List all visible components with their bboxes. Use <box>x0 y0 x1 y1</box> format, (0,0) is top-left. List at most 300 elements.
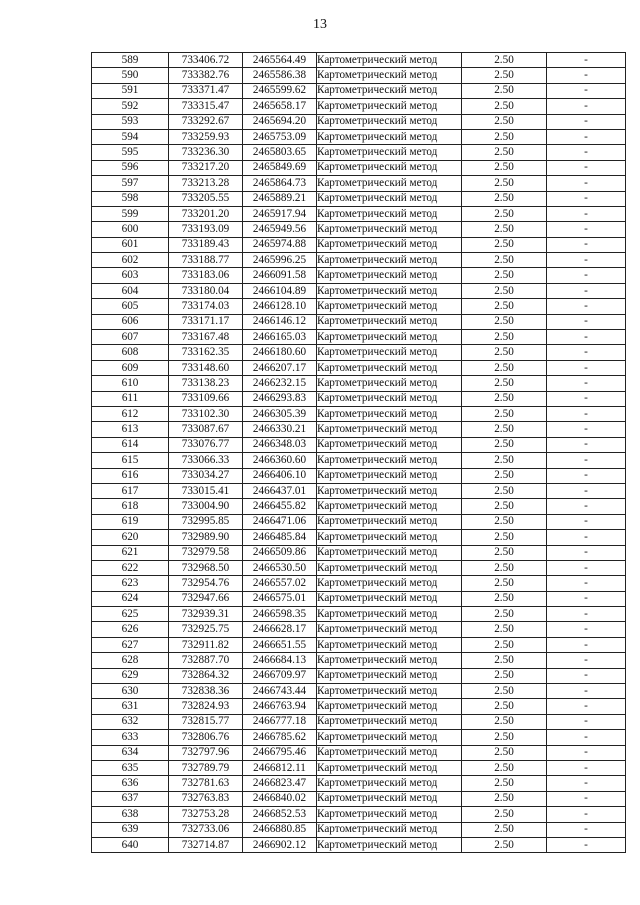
cell-y-coordinate: 2466880.85 <box>243 822 317 837</box>
cell-accuracy: 2.50 <box>462 653 547 668</box>
cell-point-number: 638 <box>92 807 169 822</box>
cell-accuracy: 2.50 <box>462 330 547 345</box>
table-row <box>92 253 626 268</box>
cell-point-number: 622 <box>92 560 169 575</box>
cell-description: - <box>547 191 626 206</box>
cell-x-coordinate: 733406.72 <box>169 53 243 68</box>
coordinates-table-body <box>92 53 626 853</box>
cell-point-number: 619 <box>92 514 169 529</box>
table-row <box>92 437 626 452</box>
cell-accuracy: 2.50 <box>462 391 547 406</box>
cell-method: Картометрический метод <box>317 576 462 591</box>
table-row <box>92 637 626 652</box>
cell-accuracy: 2.50 <box>462 576 547 591</box>
table-row <box>92 422 626 437</box>
cell-x-coordinate: 733188.77 <box>169 253 243 268</box>
cell-description: - <box>547 330 626 345</box>
cell-accuracy: 2.50 <box>462 299 547 314</box>
cell-point-number: 589 <box>92 53 169 68</box>
cell-accuracy: 2.50 <box>462 83 547 98</box>
cell-point-number: 618 <box>92 499 169 514</box>
cell-accuracy: 2.50 <box>462 560 547 575</box>
cell-x-coordinate: 732763.83 <box>169 791 243 806</box>
table-row <box>92 453 626 468</box>
cell-y-coordinate: 2465949.56 <box>243 222 317 237</box>
cell-point-number: 623 <box>92 576 169 591</box>
cell-point-number: 609 <box>92 360 169 375</box>
table-row <box>92 745 626 760</box>
cell-point-number: 632 <box>92 714 169 729</box>
cell-accuracy: 2.50 <box>462 406 547 421</box>
cell-y-coordinate: 2466598.35 <box>243 607 317 622</box>
cell-accuracy: 2.50 <box>462 714 547 729</box>
cell-description: - <box>547 530 626 545</box>
cell-point-number: 611 <box>92 391 169 406</box>
cell-point-number: 630 <box>92 684 169 699</box>
cell-description: - <box>547 360 626 375</box>
cell-point-number: 597 <box>92 176 169 191</box>
cell-y-coordinate: 2466785.62 <box>243 730 317 745</box>
cell-x-coordinate: 732979.58 <box>169 545 243 560</box>
cell-x-coordinate: 732753.28 <box>169 807 243 822</box>
cell-y-coordinate: 2466575.01 <box>243 591 317 606</box>
cell-accuracy: 2.50 <box>462 807 547 822</box>
table-row <box>92 483 626 498</box>
cell-point-number: 620 <box>92 530 169 545</box>
cell-x-coordinate: 732939.31 <box>169 607 243 622</box>
cell-y-coordinate: 2466852.53 <box>243 807 317 822</box>
cell-x-coordinate: 733213.28 <box>169 176 243 191</box>
cell-accuracy: 2.50 <box>462 499 547 514</box>
table-row <box>92 530 626 545</box>
cell-accuracy: 2.50 <box>462 176 547 191</box>
table-row <box>92 622 626 637</box>
cell-x-coordinate: 733259.93 <box>169 129 243 144</box>
cell-description: - <box>547 607 626 622</box>
cell-accuracy: 2.50 <box>462 637 547 652</box>
cell-y-coordinate: 2466165.03 <box>243 330 317 345</box>
cell-x-coordinate: 733180.04 <box>169 283 243 298</box>
table-row <box>92 268 626 283</box>
cell-accuracy: 2.50 <box>462 222 547 237</box>
cell-accuracy: 2.50 <box>462 745 547 760</box>
table-row <box>92 653 626 668</box>
cell-y-coordinate: 2466104.89 <box>243 283 317 298</box>
table-row <box>92 206 626 221</box>
cell-description: - <box>547 699 626 714</box>
table-row <box>92 53 626 68</box>
cell-description: - <box>547 422 626 437</box>
cell-x-coordinate: 733087.67 <box>169 422 243 437</box>
cell-y-coordinate: 2465564.49 <box>243 53 317 68</box>
cell-method: Картометрический метод <box>317 129 462 144</box>
cell-y-coordinate: 2466557.02 <box>243 576 317 591</box>
cell-description: - <box>547 653 626 668</box>
cell-method: Картометрический метод <box>317 684 462 699</box>
cell-point-number: 636 <box>92 776 169 791</box>
cell-y-coordinate: 2466840.02 <box>243 791 317 806</box>
cell-x-coordinate: 732864.32 <box>169 668 243 683</box>
cell-description: - <box>547 253 626 268</box>
cell-x-coordinate: 732824.93 <box>169 699 243 714</box>
cell-method: Картометрический метод <box>317 483 462 498</box>
cell-y-coordinate: 2465658.17 <box>243 99 317 114</box>
cell-point-number: 626 <box>92 622 169 637</box>
cell-point-number: 621 <box>92 545 169 560</box>
cell-y-coordinate: 2466146.12 <box>243 314 317 329</box>
cell-point-number: 598 <box>92 191 169 206</box>
cell-method: Картометрический метод <box>317 714 462 729</box>
table-row <box>92 129 626 144</box>
cell-point-number: 602 <box>92 253 169 268</box>
cell-point-number: 613 <box>92 422 169 437</box>
cell-accuracy: 2.50 <box>462 468 547 483</box>
cell-description: - <box>547 807 626 822</box>
cell-y-coordinate: 2466823.47 <box>243 776 317 791</box>
cell-point-number: 640 <box>92 837 169 852</box>
cell-accuracy: 2.50 <box>462 514 547 529</box>
cell-y-coordinate: 2466902.12 <box>243 837 317 852</box>
cell-y-coordinate: 2466509.86 <box>243 545 317 560</box>
cell-method: Картометрический метод <box>317 391 462 406</box>
cell-method: Картометрический метод <box>317 591 462 606</box>
cell-accuracy: 2.50 <box>462 191 547 206</box>
cell-x-coordinate: 732911.82 <box>169 637 243 652</box>
table-row <box>92 607 626 622</box>
cell-x-coordinate: 732887.70 <box>169 653 243 668</box>
cell-description: - <box>547 791 626 806</box>
cell-accuracy: 2.50 <box>462 206 547 221</box>
cell-accuracy: 2.50 <box>462 668 547 683</box>
cell-description: - <box>547 668 626 683</box>
cell-y-coordinate: 2466232.15 <box>243 376 317 391</box>
cell-point-number: 627 <box>92 637 169 652</box>
cell-accuracy: 2.50 <box>462 607 547 622</box>
cell-accuracy: 2.50 <box>462 684 547 699</box>
cell-x-coordinate: 732989.90 <box>169 530 243 545</box>
table-row <box>92 499 626 514</box>
cell-accuracy: 2.50 <box>462 114 547 129</box>
cell-y-coordinate: 2466305.39 <box>243 406 317 421</box>
cell-method: Картометрический метод <box>317 822 462 837</box>
table-row <box>92 760 626 775</box>
cell-x-coordinate: 733193.09 <box>169 222 243 237</box>
cell-method: Картометрический метод <box>317 114 462 129</box>
cell-y-coordinate: 2466471.06 <box>243 514 317 529</box>
cell-method: Картометрический метод <box>317 376 462 391</box>
cell-x-coordinate: 733102.30 <box>169 406 243 421</box>
cell-method: Картометрический метод <box>317 299 462 314</box>
cell-method: Картометрический метод <box>317 837 462 852</box>
cell-method: Картометрический метод <box>317 607 462 622</box>
table-row <box>92 99 626 114</box>
cell-x-coordinate: 732781.63 <box>169 776 243 791</box>
cell-x-coordinate: 733371.47 <box>169 83 243 98</box>
cell-description: - <box>547 730 626 745</box>
cell-accuracy: 2.50 <box>462 360 547 375</box>
cell-method: Картометрический метод <box>317 545 462 560</box>
cell-accuracy: 2.50 <box>462 453 547 468</box>
cell-x-coordinate: 733217.20 <box>169 160 243 175</box>
cell-accuracy: 2.50 <box>462 545 547 560</box>
cell-x-coordinate: 733292.67 <box>169 114 243 129</box>
cell-description: - <box>547 745 626 760</box>
cell-point-number: 603 <box>92 268 169 283</box>
cell-method: Картометрический метод <box>317 253 462 268</box>
cell-point-number: 608 <box>92 345 169 360</box>
cell-accuracy: 2.50 <box>462 145 547 160</box>
cell-x-coordinate: 732954.76 <box>169 576 243 591</box>
cell-description: - <box>547 237 626 252</box>
cell-description: - <box>547 622 626 637</box>
cell-description: - <box>547 99 626 114</box>
cell-y-coordinate: 2466812.11 <box>243 760 317 775</box>
cell-description: - <box>547 453 626 468</box>
cell-method: Картометрический метод <box>317 406 462 421</box>
table-row <box>92 360 626 375</box>
cell-method: Картометрический метод <box>317 83 462 98</box>
cell-point-number: 624 <box>92 591 169 606</box>
cell-accuracy: 2.50 <box>462 837 547 852</box>
table-row <box>92 345 626 360</box>
cell-method: Картометрический метод <box>317 206 462 221</box>
table-row <box>92 160 626 175</box>
cell-description: - <box>547 776 626 791</box>
cell-y-coordinate: 2465694.20 <box>243 114 317 129</box>
cell-point-number: 594 <box>92 129 169 144</box>
cell-method: Картометрический метод <box>317 330 462 345</box>
table-row <box>92 545 626 560</box>
cell-point-number: 604 <box>92 283 169 298</box>
cell-method: Картометрический метод <box>317 776 462 791</box>
cell-y-coordinate: 2466180.60 <box>243 345 317 360</box>
cell-description: - <box>547 176 626 191</box>
cell-accuracy: 2.50 <box>462 283 547 298</box>
cell-y-coordinate: 2466684.13 <box>243 653 317 668</box>
cell-point-number: 614 <box>92 437 169 452</box>
cell-x-coordinate: 733236.30 <box>169 145 243 160</box>
cell-y-coordinate: 2466406.10 <box>243 468 317 483</box>
cell-point-number: 628 <box>92 653 169 668</box>
cell-point-number: 605 <box>92 299 169 314</box>
cell-accuracy: 2.50 <box>462 268 547 283</box>
cell-x-coordinate: 732925.75 <box>169 622 243 637</box>
cell-x-coordinate: 732947.66 <box>169 591 243 606</box>
cell-accuracy: 2.50 <box>462 483 547 498</box>
table-row <box>92 468 626 483</box>
cell-accuracy: 2.50 <box>462 791 547 806</box>
cell-method: Картометрический метод <box>317 314 462 329</box>
table-row <box>92 776 626 791</box>
cell-y-coordinate: 2465803.65 <box>243 145 317 160</box>
table-row <box>92 283 626 298</box>
cell-description: - <box>547 406 626 421</box>
cell-x-coordinate: 732797.96 <box>169 745 243 760</box>
cell-y-coordinate: 2465864.73 <box>243 176 317 191</box>
table-row <box>92 391 626 406</box>
table-row <box>92 191 626 206</box>
table-row <box>92 222 626 237</box>
cell-accuracy: 2.50 <box>462 314 547 329</box>
table-row <box>92 114 626 129</box>
cell-y-coordinate: 2466330.21 <box>243 422 317 437</box>
cell-method: Картометрический метод <box>317 760 462 775</box>
cell-method: Картометрический метод <box>317 360 462 375</box>
cell-method: Картометрический метод <box>317 68 462 83</box>
cell-y-coordinate: 2466348.03 <box>243 437 317 452</box>
cell-method: Картометрический метод <box>317 653 462 668</box>
cell-x-coordinate: 733109.66 <box>169 391 243 406</box>
cell-description: - <box>547 514 626 529</box>
cell-description: - <box>547 822 626 837</box>
cell-x-coordinate: 732733.06 <box>169 822 243 837</box>
cell-x-coordinate: 732714.87 <box>169 837 243 852</box>
table-row <box>92 376 626 391</box>
cell-point-number: 615 <box>92 453 169 468</box>
cell-point-number: 590 <box>92 68 169 83</box>
cell-y-coordinate: 2466293.83 <box>243 391 317 406</box>
cell-y-coordinate: 2466485.84 <box>243 530 317 545</box>
cell-accuracy: 2.50 <box>462 760 547 775</box>
cell-point-number: 600 <box>92 222 169 237</box>
cell-y-coordinate: 2465974.88 <box>243 237 317 252</box>
cell-x-coordinate: 733076.77 <box>169 437 243 452</box>
cell-method: Картометрический метод <box>317 699 462 714</box>
cell-y-coordinate: 2466455.82 <box>243 499 317 514</box>
table-row <box>92 237 626 252</box>
page-number: 13 <box>313 17 327 32</box>
table-row <box>92 330 626 345</box>
cell-method: Картометрический метод <box>317 99 462 114</box>
table-row <box>92 837 626 852</box>
cell-point-number: 601 <box>92 237 169 252</box>
cell-method: Картометрический метод <box>317 530 462 545</box>
cell-method: Картометрический метод <box>317 514 462 529</box>
cell-y-coordinate: 2466091.58 <box>243 268 317 283</box>
table-row <box>92 791 626 806</box>
cell-y-coordinate: 2465599.62 <box>243 83 317 98</box>
cell-x-coordinate: 733315.47 <box>169 99 243 114</box>
cell-x-coordinate: 733148.60 <box>169 360 243 375</box>
cell-method: Картометрический метод <box>317 453 462 468</box>
cell-x-coordinate: 733138.23 <box>169 376 243 391</box>
cell-method: Картометрический метод <box>317 791 462 806</box>
cell-x-coordinate: 733066.33 <box>169 453 243 468</box>
cell-x-coordinate: 733004.90 <box>169 499 243 514</box>
cell-description: - <box>547 376 626 391</box>
cell-point-number: 592 <box>92 99 169 114</box>
cell-x-coordinate: 732815.77 <box>169 714 243 729</box>
cell-description: - <box>547 545 626 560</box>
cell-point-number: 593 <box>92 114 169 129</box>
cell-y-coordinate: 2466743.44 <box>243 684 317 699</box>
table-row <box>92 314 626 329</box>
cell-method: Картометрический метод <box>317 807 462 822</box>
cell-description: - <box>547 129 626 144</box>
cell-point-number: 610 <box>92 376 169 391</box>
cell-accuracy: 2.50 <box>462 437 547 452</box>
cell-method: Картометрический метод <box>317 145 462 160</box>
cell-x-coordinate: 733171.17 <box>169 314 243 329</box>
cell-description: - <box>547 114 626 129</box>
cell-y-coordinate: 2465889.21 <box>243 191 317 206</box>
cell-description: - <box>547 760 626 775</box>
cell-method: Картометрический метод <box>317 745 462 760</box>
cell-point-number: 599 <box>92 206 169 221</box>
cell-point-number: 635 <box>92 760 169 775</box>
cell-x-coordinate: 732789.79 <box>169 760 243 775</box>
cell-description: - <box>547 314 626 329</box>
table-row <box>92 668 626 683</box>
cell-accuracy: 2.50 <box>462 253 547 268</box>
cell-x-coordinate: 733189.43 <box>169 237 243 252</box>
table-row <box>92 299 626 314</box>
cell-description: - <box>547 68 626 83</box>
cell-point-number: 631 <box>92 699 169 714</box>
cell-method: Картометрический метод <box>317 499 462 514</box>
cell-x-coordinate: 733162.35 <box>169 345 243 360</box>
cell-method: Картометрический метод <box>317 222 462 237</box>
cell-description: - <box>547 499 626 514</box>
cell-method: Картометрический метод <box>317 345 462 360</box>
table-row <box>92 684 626 699</box>
table-row <box>92 714 626 729</box>
cell-point-number: 639 <box>92 822 169 837</box>
cell-y-coordinate: 2466530.50 <box>243 560 317 575</box>
cell-description: - <box>547 560 626 575</box>
cell-x-coordinate: 733034.27 <box>169 468 243 483</box>
cell-point-number: 625 <box>92 607 169 622</box>
cell-description: - <box>547 576 626 591</box>
cell-description: - <box>547 299 626 314</box>
cell-accuracy: 2.50 <box>462 699 547 714</box>
cell-x-coordinate: 733015.41 <box>169 483 243 498</box>
cell-method: Картометрический метод <box>317 160 462 175</box>
cell-accuracy: 2.50 <box>462 776 547 791</box>
cell-point-number: 591 <box>92 83 169 98</box>
cell-accuracy: 2.50 <box>462 730 547 745</box>
cell-point-number: 616 <box>92 468 169 483</box>
cell-accuracy: 2.50 <box>462 99 547 114</box>
cell-y-coordinate: 2466777.18 <box>243 714 317 729</box>
table-row <box>92 576 626 591</box>
cell-method: Картометрический метод <box>317 668 462 683</box>
cell-method: Картометрический метод <box>317 468 462 483</box>
cell-y-coordinate: 2465917.94 <box>243 206 317 221</box>
cell-method: Картометрический метод <box>317 730 462 745</box>
table-row <box>92 591 626 606</box>
cell-description: - <box>547 222 626 237</box>
cell-y-coordinate: 2466128.10 <box>243 299 317 314</box>
cell-description: - <box>547 684 626 699</box>
table-row <box>92 560 626 575</box>
cell-method: Картометрический метод <box>317 437 462 452</box>
table-row <box>92 822 626 837</box>
cell-point-number: 612 <box>92 406 169 421</box>
cell-description: - <box>547 391 626 406</box>
cell-x-coordinate: 732806.76 <box>169 730 243 745</box>
cell-x-coordinate: 733201.20 <box>169 206 243 221</box>
cell-description: - <box>547 145 626 160</box>
cell-x-coordinate: 733167.48 <box>169 330 243 345</box>
cell-x-coordinate: 733205.55 <box>169 191 243 206</box>
cell-accuracy: 2.50 <box>462 237 547 252</box>
cell-accuracy: 2.50 <box>462 422 547 437</box>
cell-description: - <box>547 591 626 606</box>
cell-method: Картометрический метод <box>317 622 462 637</box>
cell-point-number: 634 <box>92 745 169 760</box>
cell-y-coordinate: 2465586.38 <box>243 68 317 83</box>
